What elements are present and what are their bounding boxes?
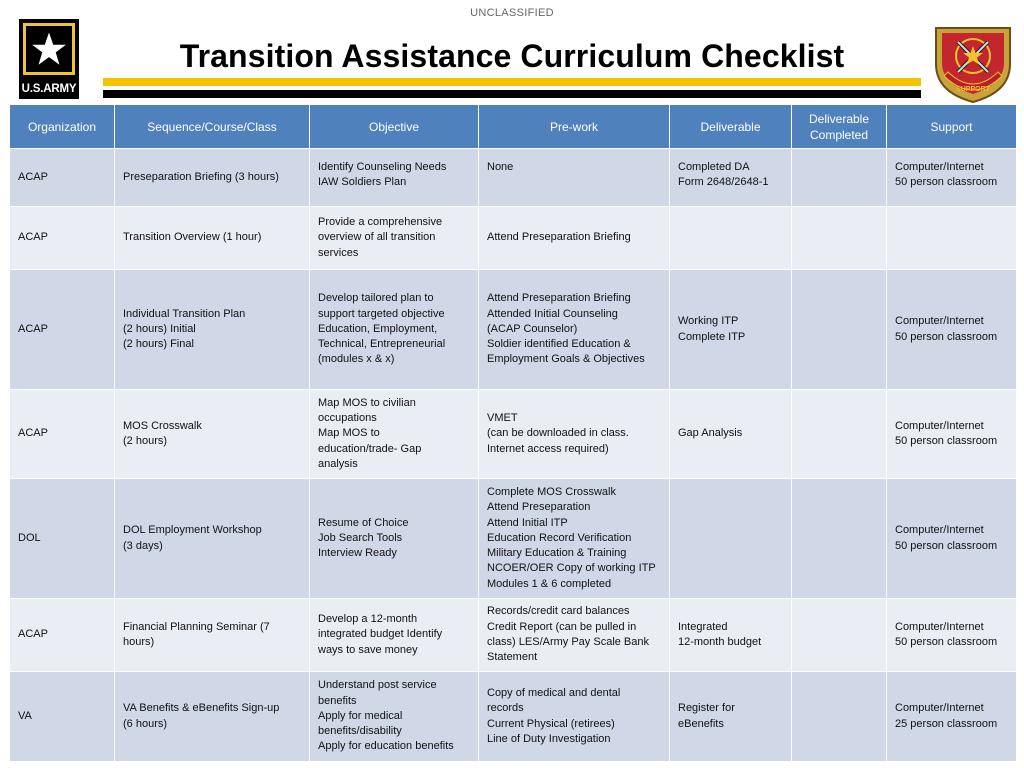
objective-cell: Understand post service benefits Apply for medical benefits/disability Apply for education benefits [310,672,479,762]
support-cell: Computer/Internet 50 person classroom [887,270,1017,390]
prework-cell: VMET (can be downloaded in class. Internet access required) [479,390,670,479]
objective-cell: Develop tailored plan to support targeted objective Education, Employment, Technical, Entrepreneurial (modules x & x) [310,270,479,390]
objective-cell: Resume of Choice Job Search Tools Interview Ready [310,479,479,599]
classification-label: UNCLASSIFIED [470,7,554,19]
organization-cell: ACAP [10,270,115,390]
course-cell: Individual Transition Plan (2 hours) Initial (2 hours) Final [115,270,310,390]
prework-cell: Copy of medical and dental records Current Physical (retirees) Line of Duty Investigation [479,672,670,762]
table-row [10,672,1017,762]
table-header-row [10,105,1017,149]
organization-cell: DOL [10,479,115,599]
course-cell: MOS Crosswalk (2 hours) [115,390,310,479]
course-cell: Transition Overview (1 hour) [115,207,310,270]
table-row [10,207,1017,270]
objective-cell: Map MOS to civilian occupations Map MOS to education/trade- Gap analysis [310,390,479,479]
curriculum-table-container [9,104,1016,762]
column-header-objective: Objective [310,105,479,149]
objective-cell: Provide a comprehensive overview of all transition services [310,207,479,270]
deliverable-cell [670,207,792,270]
prework-cell: Attend Preseparation Briefing Attended Initial Counseling (ACAP Counselor) Soldier identified Education & Employment Goals & Objectives [479,270,670,390]
support-cell [887,207,1017,270]
column-header-organization: Organization [10,105,115,149]
deliverable-completed-cell[interactable] [792,390,887,479]
table-row [10,599,1017,672]
army-logo-text: U.S.ARMY [21,83,77,95]
deliverable-cell: Gap Analysis [670,390,792,479]
organization-cell: ACAP [10,207,115,270]
course-cell: Preseparation Briefing (3 hours) [115,149,310,207]
course-cell: VA Benefits & eBenefits Sign-up (6 hours) [115,672,310,762]
unit-crest-icon [930,20,1016,106]
support-cell: Computer/Internet 50 person classroom [887,149,1017,207]
objective-cell: Develop a 12-month integrated budget Identify ways to save money [310,599,479,672]
deliverable-completed-cell[interactable] [792,479,887,599]
prework-cell: Attend Preseparation Briefing [479,207,670,270]
support-cell: Computer/Internet 50 person classroom [887,479,1017,599]
course-cell: DOL Employment Workshop (3 days) [115,479,310,599]
course-cell: Financial Planning Seminar (7 hours) [115,599,310,672]
organization-cell: ACAP [10,149,115,207]
deliverable-cell: Completed DA Form 2648/2648-1 [670,149,792,207]
crest-motto: SUPPORT [956,86,990,93]
deliverable-completed-cell[interactable] [792,207,887,270]
organization-cell: ACAP [10,390,115,479]
support-cell: Computer/Internet 50 person classroom [887,390,1017,479]
black-divider [103,90,921,98]
table-row [10,270,1017,390]
column-header-deliverable-completed: Deliverable Completed [792,105,887,149]
column-header-prework: Pre-work [479,105,670,149]
deliverable-completed-cell[interactable] [792,270,887,390]
deliverable-completed-cell[interactable] [792,149,887,207]
table-row [10,390,1017,479]
column-header-course: Sequence/Course/Class [115,105,310,149]
organization-cell: VA [10,672,115,762]
page-title: Transition Assistance Curriculum Checklist [179,38,845,74]
objective-cell: Identify Counseling Needs IAW Soldiers Plan [310,149,479,207]
deliverable-completed-cell[interactable] [792,672,887,762]
deliverable-cell: Integrated 12-month budget [670,599,792,672]
deliverable-completed-cell[interactable] [792,599,887,672]
curriculum-table [9,104,1017,762]
gold-divider [103,78,921,86]
deliverable-cell: Working ITP Complete ITP [670,270,792,390]
column-header-deliverable: Deliverable [670,105,792,149]
deliverable-cell: Register for eBenefits [670,672,792,762]
table-row [10,479,1017,599]
table-row [10,149,1017,207]
prework-cell: Records/credit card balances Credit Report (can be pulled in class) LES/Army Pay Scale Bank Statement [479,599,670,672]
deliverable-cell [670,479,792,599]
organization-cell: ACAP [10,599,115,672]
prework-cell: Complete MOS Crosswalk Attend Preseparation Attend Initial ITP Education Record Verification Military Education & Training NCOER/OER Copy of working ITP Modules 1 & 6 completed [479,479,670,599]
prework-cell: None [479,149,670,207]
support-cell: Computer/Internet 25 person classroom [887,672,1017,762]
column-header-support: Support [887,105,1017,149]
support-cell: Computer/Internet 50 person classroom [887,599,1017,672]
